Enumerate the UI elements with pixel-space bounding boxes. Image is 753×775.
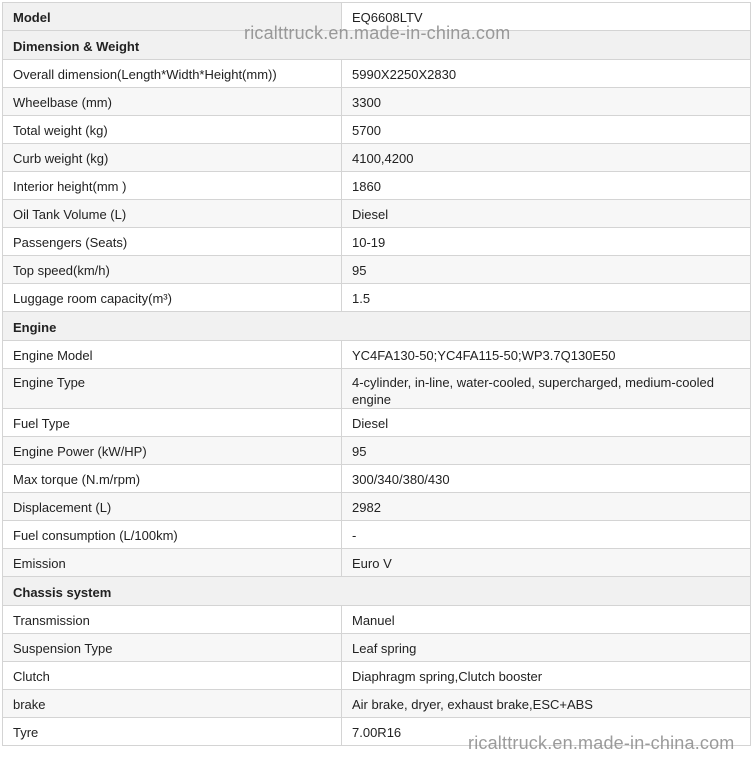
- watermark-top: ricalttruck.en.made-in-china.com: [244, 23, 511, 43]
- row-label: Luggage room capacity(m³): [3, 284, 342, 312]
- table-row: [3, 437, 751, 465]
- table-row: [3, 369, 751, 409]
- row-value: Euro V: [342, 549, 751, 577]
- table-row: [3, 256, 751, 284]
- table-row: [3, 200, 751, 228]
- spec-table: [2, 2, 751, 746]
- row-value: 95: [342, 437, 751, 465]
- table-row: [3, 228, 751, 256]
- row-label: Max torque (N.m/rpm): [3, 465, 342, 493]
- row-label: Tyre: [3, 718, 342, 746]
- row-value: Air brake, dryer, exhaust brake,ESC+ABS: [342, 690, 751, 718]
- row-value: 5990X2250X2830: [342, 60, 751, 88]
- row-label: Curb weight (kg): [3, 144, 342, 172]
- row-value: Manuel: [342, 606, 751, 634]
- section-title: Engine: [3, 312, 751, 341]
- row-label: Displacement (L): [3, 493, 342, 521]
- table-row: [3, 718, 751, 746]
- row-label: Engine Power (kW/HP): [3, 437, 342, 465]
- row-value: 4-cylinder, in-line, water-cooled, supercharged, medium-cooled engine: [342, 369, 751, 409]
- section-header-engine: [3, 312, 751, 341]
- table-row: [3, 549, 751, 577]
- model-label: Model: [3, 3, 342, 31]
- table-row: [3, 116, 751, 144]
- row-value: 1.5: [342, 284, 751, 312]
- table-row: [3, 144, 751, 172]
- row-label: Fuel consumption (L/100km): [3, 521, 342, 549]
- table-row: [3, 690, 751, 718]
- watermark-bottom: ricalttruck.en.made-in-china.com: [468, 733, 735, 753]
- table-row: [3, 172, 751, 200]
- table-row: [3, 521, 751, 549]
- section-header-dimension: [3, 31, 751, 60]
- row-label: brake: [3, 690, 342, 718]
- row-value: 5700: [342, 116, 751, 144]
- row-label: Fuel Type: [3, 409, 342, 437]
- table-row: [3, 284, 751, 312]
- row-value: -: [342, 521, 751, 549]
- row-label: Wheelbase (mm): [3, 88, 342, 116]
- table-row: [3, 493, 751, 521]
- table-row: [3, 634, 751, 662]
- row-label: Suspension Type: [3, 634, 342, 662]
- row-label: Emission: [3, 549, 342, 577]
- model-value: EQ6608LTV: [342, 3, 751, 31]
- row-value: Diesel: [342, 200, 751, 228]
- row-label: Interior height(mm ): [3, 172, 342, 200]
- row-value: 95: [342, 256, 751, 284]
- table-row: [3, 88, 751, 116]
- table-row: [3, 606, 751, 634]
- row-value: 7.00R16: [342, 718, 751, 746]
- row-label: Oil Tank Volume (L): [3, 200, 342, 228]
- section-title: Chassis system: [3, 577, 751, 606]
- row-label: Clutch: [3, 662, 342, 690]
- section-title: Dimension & Weight: [3, 31, 751, 60]
- row-label: Total weight (kg): [3, 116, 342, 144]
- model-row: [3, 3, 751, 31]
- table-row: [3, 409, 751, 437]
- row-label: Passengers (Seats): [3, 228, 342, 256]
- row-label: Transmission: [3, 606, 342, 634]
- section-header-chassis: [3, 577, 751, 606]
- row-label: Overall dimension(Length*Width*Height(mm)): [3, 60, 342, 88]
- table-row: [3, 60, 751, 88]
- row-value: Diaphragm spring,Clutch booster: [342, 662, 751, 690]
- row-value: Leaf spring: [342, 634, 751, 662]
- table-row: [3, 341, 751, 369]
- row-label: Engine Model: [3, 341, 342, 369]
- table-row: [3, 465, 751, 493]
- row-value: 2982: [342, 493, 751, 521]
- row-label: Engine Type: [3, 369, 342, 409]
- row-label: Top speed(km/h): [3, 256, 342, 284]
- row-value: 3300: [342, 88, 751, 116]
- row-value: Diesel: [342, 409, 751, 437]
- row-value: 300/340/380/430: [342, 465, 751, 493]
- row-value: YC4FA130-50;YC4FA115-50;WP3.7Q130E50: [342, 341, 751, 369]
- row-value: 1860: [342, 172, 751, 200]
- table-row: [3, 662, 751, 690]
- row-value: 4100,4200: [342, 144, 751, 172]
- row-value: 10-19: [342, 228, 751, 256]
